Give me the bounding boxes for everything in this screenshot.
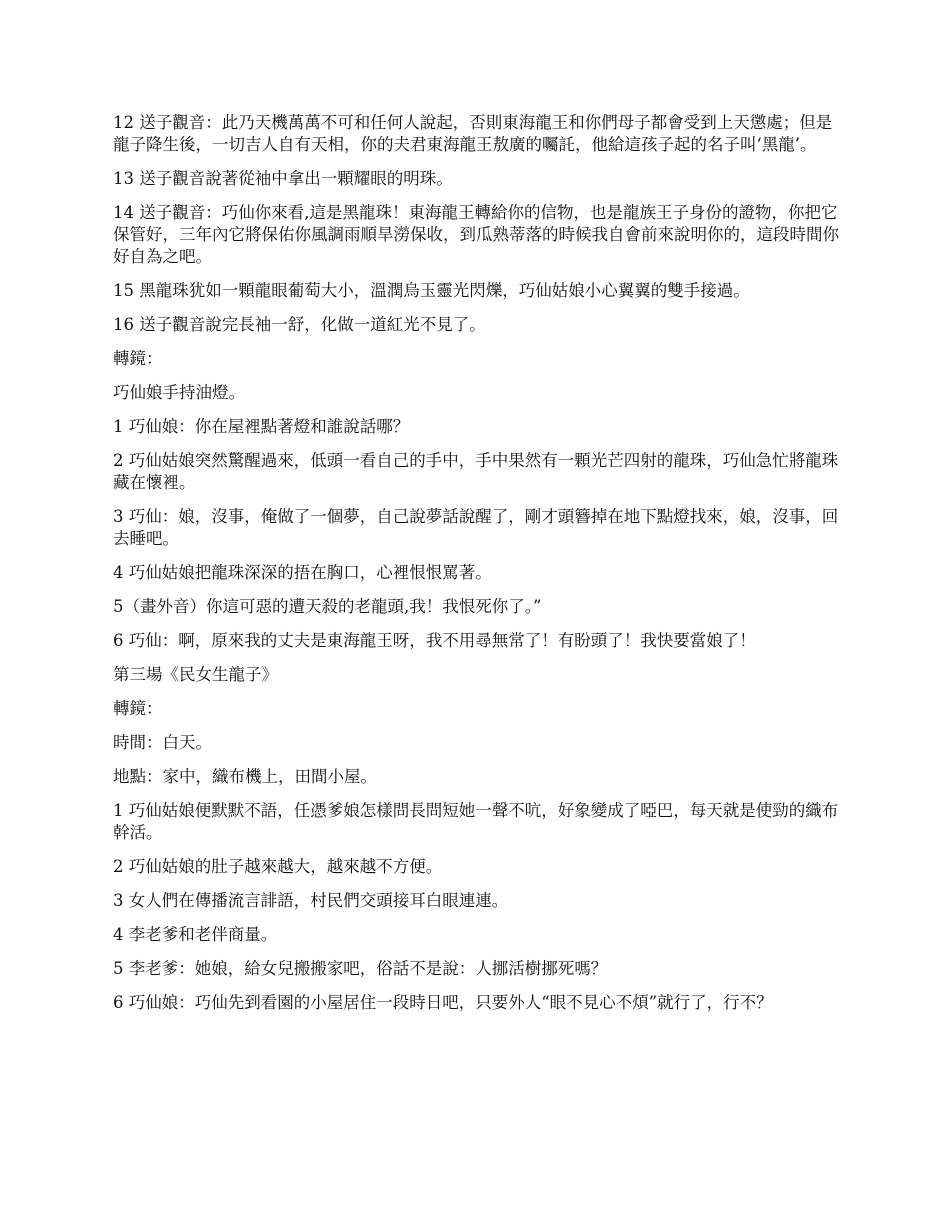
paragraph: 2 巧仙姑娘的肚子越來越大，越來越不方便。 <box>113 857 443 876</box>
paragraph: 13 送子觀音說著從袖中拿出一顆耀眼的明珠。 <box>113 169 453 188</box>
document-body <box>113 112 843 1026</box>
scene-time: 時間：白天。 <box>113 733 212 752</box>
scene-transition: 轉鏡： <box>113 699 163 718</box>
paragraph: 12 送子觀音：此乃天機萬萬不可和任何人說起，否則東海龍王和你們母子都會受到上天懲處；但是龍子降生後，一切吉人自有天相，你的夫君東海龍王敖廣的囑託，他給這孩子起的名子叫‘黑龍’。 <box>113 113 833 154</box>
paragraph: 15 黑龍珠犹如一顆龍眼葡萄大小，溫潤烏玉靈光閃爍，巧仙姑娘小心翼翼的雙手接過。 <box>113 281 750 300</box>
paragraph: 2 巧仙姑娘突然驚醒過來，低頭一看自己的手中，手中果然有一顆光芒四射的龍珠，巧仙急忙將龍珠藏在懷裡。 <box>113 451 839 492</box>
paragraph: 6 巧仙：啊，原來我的丈夫是東海龍王呀，我不用尋無常了！有盼頭了！我快要當娘了！ <box>113 631 756 650</box>
paragraph: 1 巧仙姑娘便默默不語，任憑爹娘怎樣問長問短她一聲不吭，好象變成了啞巴，每天就是使勁的織布幹活。 <box>113 801 839 842</box>
paragraph: 16 送子觀音說完長袖一舒，化做一道紅光不見了。 <box>113 315 486 334</box>
paragraph: 3 巧仙：娘，沒事，俺做了一個夢，自己說夢話說醒了，剛才頭簪掉在地下點燈找來，娘，沒事，回去睡吧。 <box>113 507 839 548</box>
paragraph: 5 李老爹：她娘，給女兒搬搬家吧，俗話不是說：人挪活樹挪死嗎？ <box>113 959 608 978</box>
paragraph: 巧仙娘手持油燈。 <box>113 383 245 402</box>
paragraph: 4 李老爹和老伴商量。 <box>113 925 278 944</box>
paragraph: 6 巧仙娘：巧仙先到看園的小屋居住一段時日吧，只要外人“眼不見心不煩”就行了，行不？ <box>113 993 773 1012</box>
paragraph: 5（畫外音）你這可惡的遭天殺的老龍頭,我！我恨死你了。” <box>113 597 542 616</box>
paragraph: 1 巧仙娘：你在屋裡點著燈和誰說話哪？ <box>113 417 410 436</box>
paragraph: 4 巧仙姑娘把龍珠深深的捂在胸口，心裡恨恨罵著。 <box>113 563 492 582</box>
scene-heading: 第三場《民女生龍子》 <box>113 665 278 684</box>
scene-location: 地點：家中，織布機上，田間小屋。 <box>113 767 377 786</box>
paragraph: 3 女人們在傳播流言誹語，村民們交頭接耳白眼連連。 <box>113 891 509 910</box>
scene-transition: 轉鏡： <box>113 349 163 368</box>
paragraph: 14 送子觀音：巧仙你來看,這是黑龍珠！東海龍王轉給你的信物，也是龍族王子身份的證物，你把它保管好，三年內它將保佑你風調雨順旱澇保收，到瓜熟蒂落的時候我自會前來說明你的，這段時間你好自為之吧。 <box>113 203 839 266</box>
